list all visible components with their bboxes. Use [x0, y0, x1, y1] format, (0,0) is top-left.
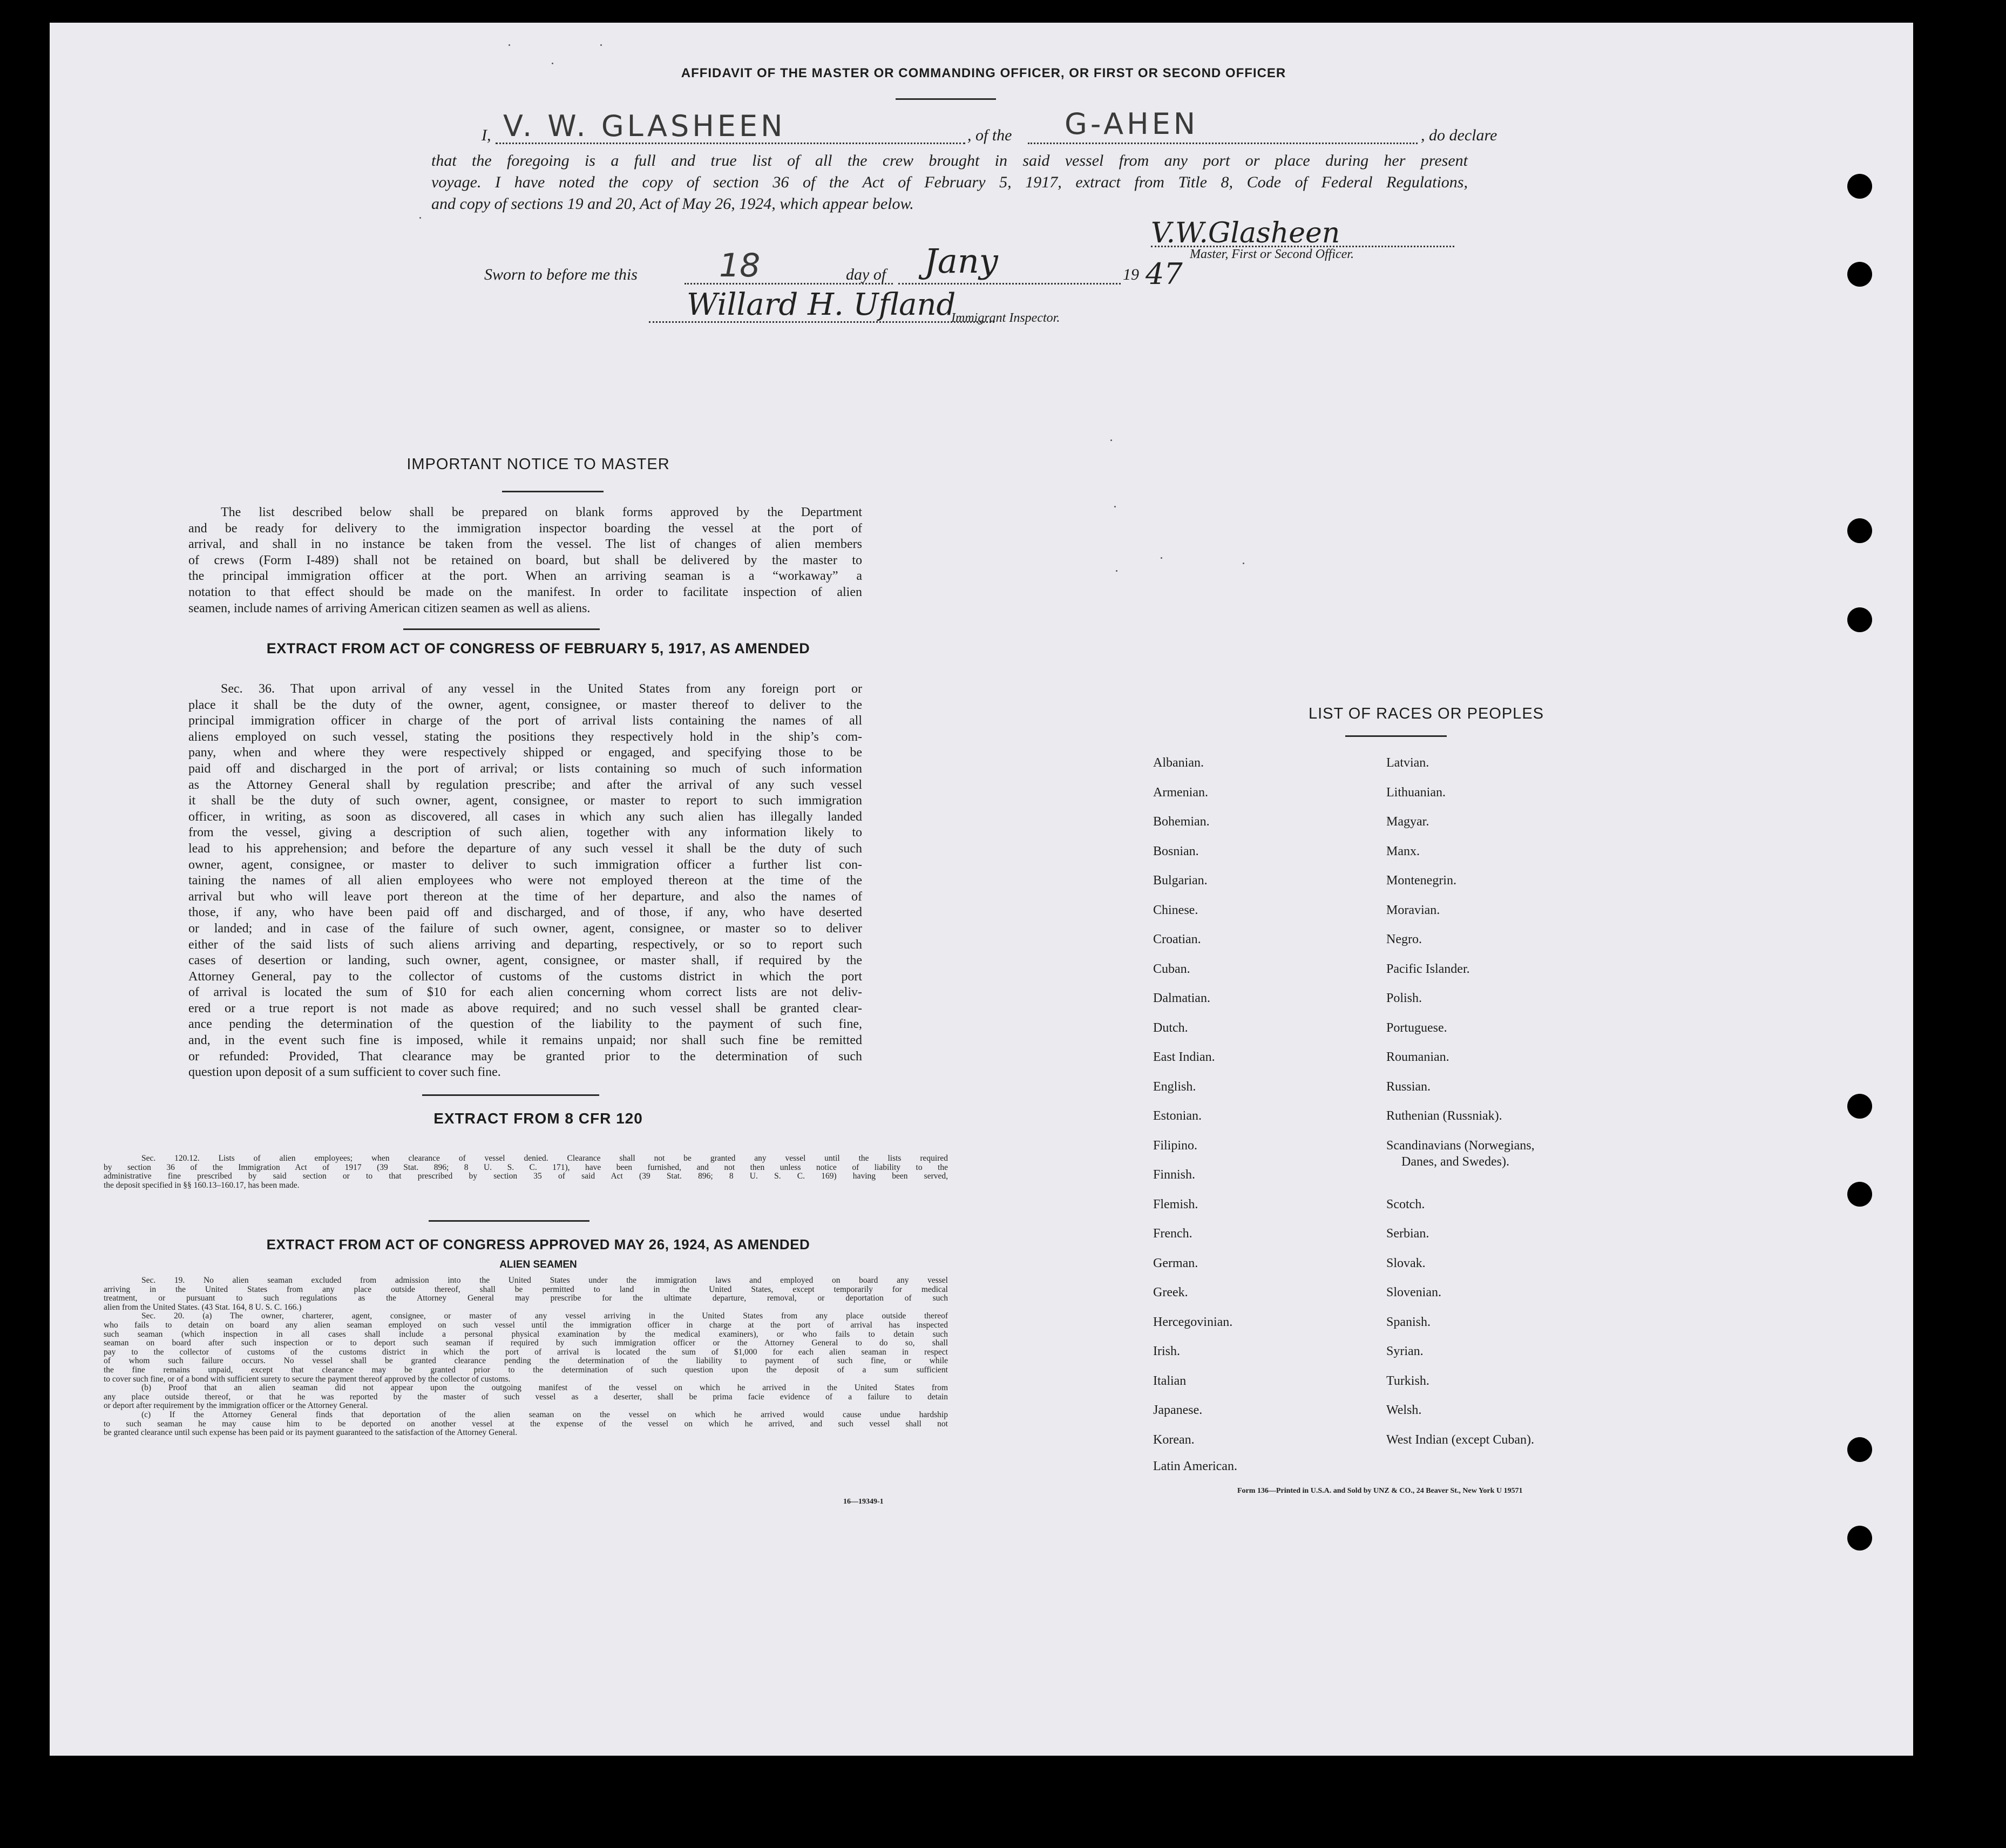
binder-hole	[1847, 518, 1872, 543]
race-item: Flemish.	[1153, 1197, 1198, 1211]
race-item-line: Danes, and Swedes).	[1401, 1154, 1509, 1169]
extract-1924-line: to cover such fine, or of a bond with sufficient surety to secure the payment thereof approved by the collector of customs.	[104, 1374, 511, 1384]
binder-hole	[1847, 1182, 1872, 1207]
extract-1917-line: question upon deposit of a sum sufficient to cover such fine.	[188, 1065, 501, 1080]
race-item-scandinavians	[1386, 1131, 1656, 1190]
binder-hole	[1847, 1437, 1872, 1462]
binder-hole	[1847, 174, 1872, 199]
race-item: Welsh.	[1386, 1403, 1422, 1417]
race-item: Greek.	[1153, 1285, 1188, 1299]
extract-1924-body	[104, 1276, 948, 1438]
extract-1917-rule	[422, 1094, 599, 1096]
extract-1924-line: who fails to detain on board any alien seaman employed on such vessel until the immigration officer in charge at the port of arrival has inspected	[104, 1320, 948, 1330]
extract-1917-line: arrival but who will leave port thereon at the time of her departure, and also the names of	[188, 889, 862, 904]
extract-1917-line: pany, when and where they were respectively shipped or engaged, and specifying those to be	[188, 746, 862, 760]
race-item: Albanian.	[1153, 756, 1204, 770]
race-item: Turkish.	[1386, 1373, 1429, 1388]
extract-1924-line: any place outside thereof, or that he was reported by the master of such vessel as a deserter, shall be prima facie evidence of a failure to detain	[104, 1392, 948, 1402]
extract-1924-line: to such seaman he may cause him to be deported on another vessel at the expense of the vessel on which he arrived, and such vessel shall not	[104, 1419, 948, 1429]
inspector-caption: Immigrant Inspector.	[951, 311, 1060, 325]
speck	[552, 63, 553, 64]
extract-1924-line: seaman on board after such inspection or to deport such seaman if required by such immigration officer or the Attorney General to do so, shall	[104, 1338, 948, 1348]
race-item: Filipino.	[1153, 1138, 1198, 1153]
speck	[1114, 506, 1116, 507]
binder-hole	[1847, 262, 1872, 287]
race-item: Finnish.	[1153, 1168, 1196, 1182]
affidavit-line: voyage. I have noted the copy of section 36 of the Act of February 5, 1917, extract from Title 8, Code of Federal Regulations,	[431, 173, 1468, 191]
race-item: Lithuanian.	[1386, 785, 1446, 800]
speck	[1243, 563, 1244, 564]
notice-bottom-rule	[403, 628, 600, 630]
extract-1924-line: arriving in the United States from any place outside thereof, shall be permitted to land in the United States, except temporarily for medical	[104, 1284, 948, 1294]
races-left-column	[1153, 748, 1369, 1478]
extract-1924-line: or deport after requirement by the immigration officer or the Attorney General.	[104, 1401, 368, 1411]
notice-line: The list described below shall be prepared on blank forms approved by the Department	[221, 505, 862, 519]
extract-cfr-line: the deposit specified in §§ 160.13–160.17, has been made.	[104, 1180, 300, 1190]
race-item: Croatian.	[1153, 932, 1201, 946]
race-item: Roumanian.	[1386, 1050, 1449, 1064]
extract-1924-line: alien from the United States. (43 Stat. 164, 8 U. S. C. 166.)	[104, 1302, 302, 1312]
race-item: Armenian.	[1153, 785, 1208, 800]
extract-1917-line: those, if any, who have been paid off and discharged, and of those, if any, who have deserted	[188, 905, 862, 920]
race-item: Slovenian.	[1386, 1285, 1441, 1299]
race-item-line: Scandinavians (Norwegians,	[1386, 1138, 1535, 1153]
speck	[419, 217, 421, 219]
extract-1924-line: (b) Proof that an alien seaman did not appear upon the outgoing manifest of the vessel on which he arrived in the United States from	[141, 1383, 948, 1393]
notice-line: seamen, include names of arriving American citizen seamen as well as aliens.	[188, 601, 591, 615]
day-handwritten: 18	[719, 247, 761, 285]
race-item: Montenegrin.	[1386, 874, 1456, 888]
race-item: Manx.	[1386, 844, 1420, 858]
extract-1917-line: from the vessel, giving a description of such alien, together with any information likely to	[188, 825, 862, 840]
race-item: French.	[1153, 1227, 1192, 1241]
extract-1924-line: Sec. 20. (a) The owner, charterer, agent, consignee, or master of any vessel arriving in the United States from any place outside thereof	[141, 1311, 948, 1321]
notice-line: and be ready for delivery to the immigration inspector boarding the vessel at the port of	[188, 521, 862, 536]
extract-1924-line: Sec. 19. No alien seaman excluded from admission into the United States under the immigration laws and employed on board any vessel	[141, 1276, 948, 1285]
race-item: Bohemian.	[1153, 815, 1210, 829]
affidavit-line: that the foregoing is a full and true list of all the crew brought in said vessel from any port or place during her present	[431, 152, 1468, 170]
extract-1924-line: of whom such failure occurs. No vessel shall be granted clearance pending the determination of the liability to payment of such fine, or while	[104, 1356, 948, 1366]
notice-title: IMPORTANT NOTICE TO MASTER	[406, 456, 670, 473]
race-item: Japanese.	[1153, 1403, 1203, 1417]
race-item: Negro.	[1386, 932, 1422, 946]
printer-line: Form 136—Printed in U.S.A. and Sold by UNZ & CO., 24 Beaver St., New York U 19571	[1237, 1487, 1523, 1495]
race-item: Bosnian.	[1153, 844, 1199, 858]
affidavit-line: and copy of sections 19 and 20, Act of May 26, 1924, which appear below.	[431, 195, 914, 213]
races-right-column	[1386, 748, 1656, 1454]
extract-1917-line: either of the said lists of such aliens arriving and departing, respectively, or so to report such	[188, 937, 862, 952]
race-item: English.	[1153, 1079, 1196, 1094]
year-printed: 19	[1123, 266, 1139, 283]
extract-1917-line: lead to his apprehension; and before the departure of any such vessel it shall be the duty of such	[188, 841, 862, 856]
form-code: 16—19349-1	[843, 1498, 884, 1506]
race-item: Scotch.	[1386, 1197, 1425, 1211]
races-title: LIST OF RACES OR PEOPLES	[1308, 705, 1544, 722]
extract-1917-line: aliens employed on such vessel, stating the positions they respectively hold in the ship’s com-	[188, 729, 862, 744]
extract-1924-line: pay to the collector of customs of the customs district in which the port of arrival is located the sum of $1,000 for each alien seaman in respect	[104, 1347, 948, 1357]
extract-1917-line: officer, in writing, as soon as discovered, all cases in which any such alien has illegally landed	[188, 809, 862, 824]
extract-1917-line: or refunded: Provided, That clearance may be granted prior to the determination of such	[188, 1049, 862, 1064]
extract-cfr-title: EXTRACT FROM 8 CFR 120	[433, 1110, 643, 1127]
notice-body	[188, 505, 862, 617]
sworn-label: Sworn to before me this	[484, 266, 638, 283]
extract-1924-line: (c) If the Attorney General finds that deportation of the alien seaman on the vessel on which he arrived would cause undue hardship	[141, 1410, 948, 1419]
extract-cfr-line: by section 36 of the Immigration Act of 1917 (39 Stat. 896; 8 U. S. C. 171), have been furnished, and not then unless notice of liability to the	[104, 1162, 948, 1172]
extract-1924-line: the fine remains unpaid, except that clearance may be granted prior to the determination of such question upon the deposit of a sum sufficient	[104, 1365, 948, 1375]
i-label: I,	[482, 126, 491, 144]
race-item: Bulgarian.	[1153, 874, 1208, 888]
notice-line: the principal immigration officer at the port. When an arriving seaman is a “workaway” a	[188, 569, 862, 584]
race-item: Ruthenian (Russniak).	[1386, 1109, 1502, 1123]
master-name-handwritten: V. W. GLASHEEN	[503, 109, 786, 143]
race-item: Hercegovinian.	[1153, 1315, 1233, 1329]
notice-line: of crews (Form I-489) shall not be retained on board, but shall be delivered by the master to	[188, 553, 862, 567]
race-item: Polish.	[1386, 991, 1422, 1005]
year-handwritten: 47	[1146, 257, 1183, 291]
speck	[1110, 439, 1112, 441]
extract-1924-line: be granted clearance until such expense has been paid or its payment guaranteed to the satisfaction of the Attorney General.	[104, 1428, 518, 1438]
declare-label: , do declare	[1421, 126, 1497, 144]
race-item: Latvian.	[1386, 756, 1429, 770]
race-item: German.	[1153, 1256, 1198, 1270]
extract-1917-line: Attorney General, pay to the collector of customs of the customs district in which the port	[188, 969, 862, 984]
extract-1917-line: place it shall be the duty of the owner, agent, consignee, or master thereof to deliver to the	[188, 698, 862, 712]
extract-1917-line: as the Attorney General shall by regulation prescribe; and after the arrival of any such vessel	[188, 777, 862, 792]
race-item: Dutch.	[1153, 1020, 1188, 1035]
vessel-name-handwritten: G-AHEN	[1065, 107, 1199, 141]
race-item: Dalmatian.	[1153, 991, 1210, 1005]
title-rule	[896, 98, 996, 100]
race-item: Korean.	[1153, 1432, 1195, 1447]
extract-cfr-line: Sec. 120.12. Lists of alien employees; when clearance of vessel denied. Clearance shall not be granted any vessel until the lists required	[141, 1154, 948, 1163]
race-item: Moravian.	[1386, 903, 1440, 917]
form-sheet	[50, 23, 1913, 1756]
extract-1917-line: owner, agent, consignee, or master to deliver to such immigration officer a further list con-	[188, 857, 862, 872]
race-item: Italian	[1153, 1373, 1187, 1388]
races-rule	[1345, 735, 1447, 737]
extract-1924-line: such seaman (which inspection in all cases shall include a personal physical examination by the medical examiners), or who fails to detain such	[104, 1329, 948, 1339]
binder-hole	[1847, 1526, 1872, 1551]
extract-1917-body	[188, 681, 862, 1081]
race-item: Cuban.	[1153, 962, 1190, 976]
extract-1924-subtitle: ALIEN SEAMEN	[499, 1259, 577, 1270]
binder-hole	[1847, 607, 1872, 632]
extract-1917-line: cases of desertion or landing, such owner, agent, consignee, or master shall, if required by the	[188, 953, 862, 968]
speck	[1116, 570, 1117, 572]
race-item: Serbian.	[1386, 1227, 1429, 1241]
extract-1917-line: Sec. 36. That upon arrival of any vessel in the United States from any foreign port or	[221, 682, 862, 696]
race-item: West Indian (except Cuban).	[1386, 1432, 1534, 1447]
extract-cfr-rule	[429, 1220, 589, 1222]
speck	[600, 44, 602, 46]
speck	[509, 44, 510, 46]
extract-1917-line: and, in the event such fine is imposed, while it remains unpaid; nor shall such fine be remitted	[188, 1033, 862, 1048]
race-item: Chinese.	[1153, 903, 1198, 917]
notice-line: notation to that effect should be made on the manifest. In order to facilitate inspection of alien	[188, 585, 862, 599]
race-item: Estonian.	[1153, 1109, 1202, 1123]
inspector-line	[649, 321, 994, 323]
notice-line: arrival, and shall in no instance be taken from the vessel. The list of changes of alien members	[188, 537, 862, 552]
race-item: Syrian.	[1386, 1344, 1424, 1358]
extract-1917-line: ance pending the determination of the question of the liability to the payment of such fine,	[188, 1017, 862, 1032]
race-item: Irish.	[1153, 1344, 1180, 1358]
extract-1917-line: paid off and discharged in the port of arrival; or lists containing so much of such information	[188, 761, 862, 776]
extract-1917-line: it shall be the duty of such owner, agent, consignee, or master to report to such immigration	[188, 794, 862, 808]
extract-1917-line: taining the names of all alien employees who were not employed thereon at the time of the	[188, 874, 862, 888]
extract-1924-line: treatment, or pursuant to such regulations as the Attorney General may prescribe for the ultimate departure, removal, or deportation of such	[104, 1294, 948, 1303]
affidavit-body	[431, 150, 1468, 215]
race-item: Spanish.	[1386, 1315, 1431, 1329]
speck	[1161, 557, 1162, 559]
race-item: Latin American.	[1153, 1459, 1237, 1473]
month-line	[898, 283, 1121, 285]
extract-cfr-line: administrative fine prescribed by said section or to that prescribed by section 35 of said Act (39 Stat. 896; 8 U. S. C. 169) having been served,	[104, 1172, 948, 1181]
race-item: Portuguese.	[1386, 1020, 1447, 1035]
day-of-label: day of	[846, 266, 886, 283]
extract-1917-title: EXTRACT FROM ACT OF CONGRESS OF FEBRUARY 5, 1917, AS AMENDED	[266, 640, 810, 656]
race-item: Magyar.	[1386, 815, 1429, 829]
race-item: Slovak.	[1386, 1256, 1426, 1270]
race-item: Pacific Islander.	[1386, 962, 1470, 976]
extract-1917-line: principal immigration officer in charge of the port of arrival lists containing the names of all	[188, 714, 862, 728]
of-the-label: , of the	[967, 126, 1012, 144]
affidavit-title: AFFIDAVIT OF THE MASTER OR COMMANDING OFFICER, OR FIRST OR SECOND OFFICER	[681, 66, 1286, 80]
inspector-signature: Willard H. Ufland	[687, 287, 956, 322]
extract-1924-title: EXTRACT FROM ACT OF CONGRESS APPROVED MAY 26, 1924, AS AMENDED	[266, 1236, 810, 1253]
master-caption: Master, First or Second Officer.	[1190, 247, 1354, 261]
race-item: East Indian.	[1153, 1050, 1215, 1064]
notice-rule	[502, 491, 604, 492]
month-handwritten: Jany	[924, 241, 998, 281]
vessel-line	[1028, 143, 1418, 144]
race-item: Russian.	[1386, 1079, 1431, 1094]
extract-1917-line: ered or a true report is not made as above required; and no such vessel shall be granted clear-	[188, 1001, 862, 1016]
extract-1917-line: of arrival is located the sum of $10 for each alien concerning whom correct lists are not deliv-	[188, 985, 862, 1000]
extract-1917-line: or landed; and in case of the failure of such owner, agent, consignee, or master so to deliver	[188, 921, 862, 936]
binder-hole	[1847, 1094, 1872, 1119]
master-signature: V.W.Glasheen	[1151, 217, 1340, 249]
extract-cfr-body	[104, 1154, 948, 1190]
